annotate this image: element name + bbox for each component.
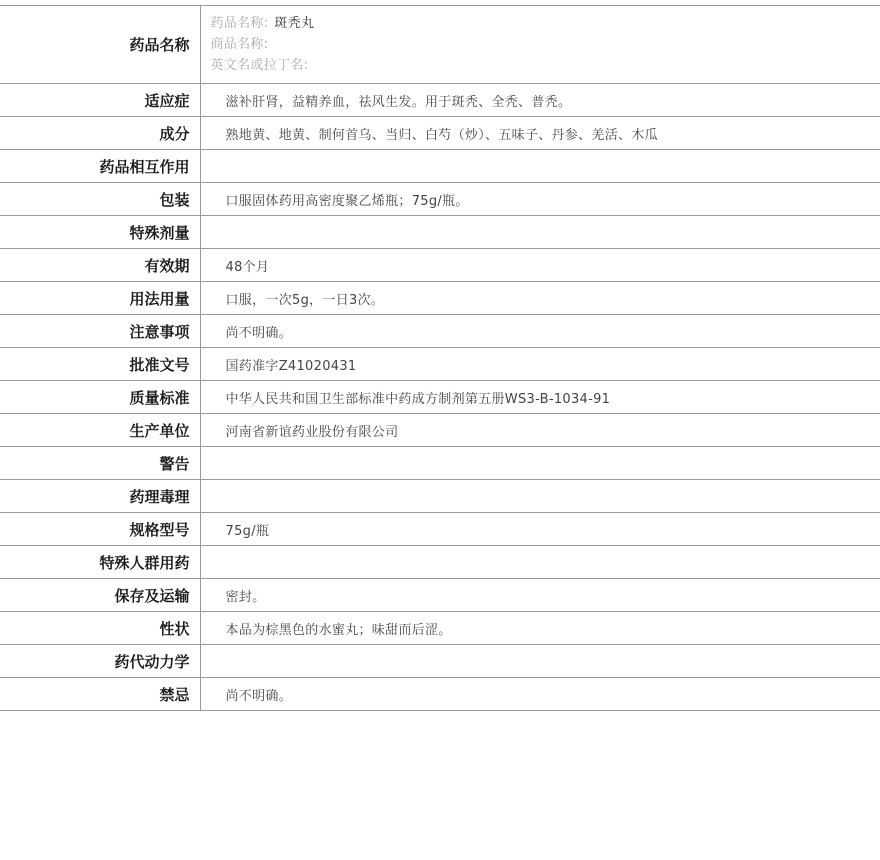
generic-name-key: 药品名称:	[210, 16, 269, 31]
table-row-shelf-life	[0, 249, 880, 282]
row-value	[200, 645, 880, 678]
table-row-storage	[0, 579, 880, 612]
table-row-quality-standard	[0, 381, 880, 414]
table-row-manufacturer	[0, 414, 880, 447]
row-label: 注意事项	[0, 315, 200, 348]
trade-name-key: 商品名称:	[210, 37, 269, 52]
row-label: 保存及运输	[0, 579, 200, 612]
table-row-pharmacology	[0, 480, 880, 513]
row-label: 用法用量	[0, 282, 200, 315]
table-row-contraindications	[0, 678, 880, 711]
row-label: 质量标准	[0, 381, 200, 414]
table-row-packaging	[0, 183, 880, 216]
row-label: 药代动力学	[0, 645, 200, 678]
row-value: 滋补肝肾，益精养血，祛风生发。用于斑秃、全秃、普秃。	[200, 84, 880, 117]
table-row-special-populations	[0, 546, 880, 579]
row-value	[200, 150, 880, 183]
row-value: 口服固体药用高密度聚乙烯瓶；75g/瓶。	[200, 183, 880, 216]
trade-name-line	[211, 34, 880, 55]
row-value: 本品为棕黑色的水蜜丸；味甜而后涩。	[200, 612, 880, 645]
row-value: 国药准字Z41020431	[200, 348, 880, 381]
row-label: 规格型号	[0, 513, 200, 546]
row-label: 性状	[0, 612, 200, 645]
table-row-indications	[0, 84, 880, 117]
english-name-key: 英文名或拉丁名:	[210, 58, 309, 73]
table-row-specification	[0, 513, 880, 546]
row-label: 包装	[0, 183, 200, 216]
row-value	[200, 546, 880, 579]
row-value: 熟地黄、地黄、制何首乌、当归、白芍（炒）、五味子、丹参、羌活、木瓜	[200, 117, 880, 150]
row-value: 48个月	[200, 249, 880, 282]
row-value: 中华人民共和国卫生部标准中药成方制剂第五册WS3-B-1034-91	[200, 381, 880, 414]
row-value: 尚不明确。	[200, 315, 880, 348]
row-value: 口服，一次5g，一日3次。	[200, 282, 880, 315]
row-value: 75g/瓶	[200, 513, 880, 546]
row-value: 密封。	[200, 579, 880, 612]
row-label: 有效期	[0, 249, 200, 282]
table-row-precautions	[0, 315, 880, 348]
row-value	[200, 216, 880, 249]
row-label: 成分	[0, 117, 200, 150]
row-label: 批准文号	[0, 348, 200, 381]
row-label: 特殊人群用药	[0, 546, 200, 579]
row-label: 警告	[0, 447, 200, 480]
row-label: 特殊剂量	[0, 216, 200, 249]
drug-name-cell	[200, 6, 880, 84]
row-value	[200, 480, 880, 513]
table-row-pharmacokinetics	[0, 645, 880, 678]
table-row-dosage	[0, 282, 880, 315]
drug-name-block	[201, 13, 880, 76]
table-row-interactions	[0, 150, 880, 183]
row-label: 适应症	[0, 84, 200, 117]
row-value: 尚不明确。	[200, 678, 880, 711]
table-row-description	[0, 612, 880, 645]
row-label: 药理毒理	[0, 480, 200, 513]
row-label: 生产单位	[0, 414, 200, 447]
row-label: 药品名称	[0, 6, 200, 84]
drug-spec-table-body	[0, 6, 880, 711]
row-value: 河南省新谊药业股份有限公司	[200, 414, 880, 447]
table-row-drug-name	[0, 6, 880, 84]
row-label: 药品相互作用	[0, 150, 200, 183]
row-value	[200, 447, 880, 480]
table-row-special-dosage	[0, 216, 880, 249]
table-row-approval-number	[0, 348, 880, 381]
table-row-warning	[0, 447, 880, 480]
table-row-ingredients	[0, 117, 880, 150]
drug-spec-table	[0, 5, 880, 711]
generic-name-line	[211, 13, 880, 34]
row-label: 禁忌	[0, 678, 200, 711]
generic-name-value: 斑秃丸	[274, 16, 315, 31]
english-name-line	[211, 55, 880, 76]
